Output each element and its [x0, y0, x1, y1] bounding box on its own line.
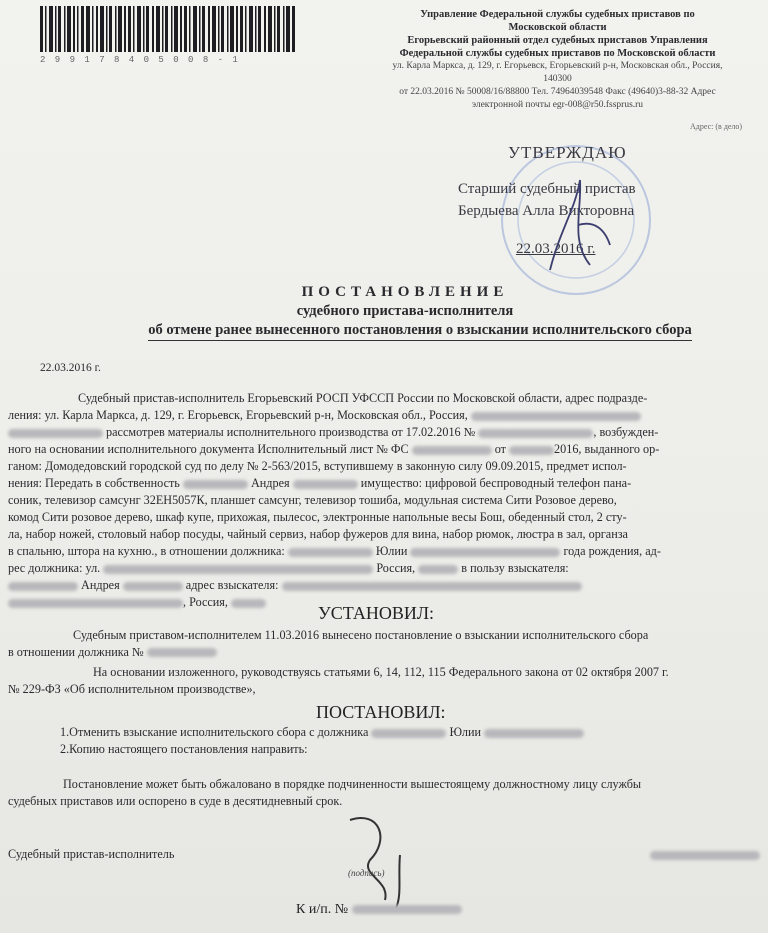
- agency-address: ул. Карла Маркса, д. 129, г. Егорьевск, Егорьевский р-н, Московская обл., Россия,: [392, 61, 723, 71]
- document-date: 22.03.2016 г.: [40, 362, 101, 374]
- body-line: соник, телевизор самсунг 32ЕН5057К, планшет самсунг, телевизор тошиба, модульная система Сити Розовое дерево,: [8, 493, 617, 507]
- title-line: ПОСТАНОВЛЕНИЕ: [301, 284, 509, 300]
- body-line: в спальню, штора на кухню., в отношении должника: Юлии года рождения, ад-: [8, 544, 661, 558]
- agency-header: [355, 8, 760, 112]
- barcode-icon: [40, 6, 295, 52]
- case-number-label: К и/п. №: [296, 902, 462, 918]
- body-line: рассмотрев материалы исполнительного производства от 17.02.2016 № , возбужден-: [8, 424, 758, 441]
- body-line: ла, набор ножей, столовый набор посуды, чайный сервиз, набор фужеров для вина, набор рюмок, люстра в зал, органза: [8, 527, 628, 541]
- body-paragraph: [8, 390, 758, 611]
- title-line: судебного пристава-исполнителя: [296, 303, 514, 319]
- agency-line: Управление Федеральной службы судебных приставов по: [420, 9, 695, 20]
- appeal-paragraph: Постановление может быть обжаловано в порядке подчиненности вышестоящему должностному лицу службы судебных приставов или оспорено в суде в десятидневный срок.: [8, 777, 642, 808]
- barcode-number: 2 9 9 1 7 8 4 0 5 0 0 8 - 1: [40, 55, 240, 65]
- approval-name: Бердыева Алла Викторовна: [458, 203, 635, 219]
- body-line: Андрея адрес взыскателя:: [8, 577, 758, 594]
- resolved-heading: ПОСТАНОВИЛ:: [316, 702, 446, 722]
- body-line: рес должника: ул. Россия, в пользу взыскателя:: [8, 561, 569, 575]
- body-line: комод Сити розовое дерево, шкаф купе, прихожая, пылесос, электронные напольные весы Бош, обеденный стол, 2 сту-: [8, 510, 627, 524]
- agency-line: Федеральной службы судебных приставов по Московской области: [399, 48, 716, 59]
- signature-icon: [330, 800, 440, 910]
- signer-title: Судебный пристав-исполнитель: [8, 847, 175, 861]
- signature-icon: [520, 170, 630, 280]
- document-title: [20, 282, 760, 341]
- agency-line: Егорьевский районный отдел судебных приставов Управления: [407, 35, 708, 46]
- body-line: , Россия,: [8, 594, 758, 611]
- approval-date: 22.03.2016 г.: [516, 241, 596, 257]
- agency-line: Московской области: [508, 22, 607, 33]
- title-line: об отмене ранее вынесенного постановления о взыскании исполнительского сбора: [148, 320, 692, 341]
- approval-position: Старший судебный пристав: [458, 181, 636, 197]
- established-paragraph: Судебным приставом-исполнителем 11.03.2016 вынесено постановление о взыскании исполнительского сбора в отношении должника № На основании изложенного, руководствуясь статьями 6, 14, 112, 115 Федерального закона от 02 октября 2007 г. № 229-ФЗ «Об исполнительном производстве»,: [8, 628, 669, 696]
- agency-address: 140300: [543, 74, 572, 84]
- redacted-name: [650, 851, 760, 860]
- address-note: Адрес: (в дело): [690, 122, 743, 131]
- approval-title: УТВЕРЖДАЮ: [508, 143, 627, 162]
- body-line: Судебный пристав-исполнитель Егорьевский РОСП УФССП России по Московской области, адрес подразде-: [78, 391, 648, 405]
- agency-contact: от 22.03.2016 № 50008/16/88800 Тел. 74964039548 Факс (49640)3-88-32 Адрес: [399, 87, 716, 97]
- resolved-items: 1.Отменить взыскание исполнительского сбора с должника Юлии 2.Копию настоящего постановления направить:: [60, 724, 760, 757]
- body-line: ления: ул. Карла Маркса, д. 129, г. Егорьевск, Егорьевский р-н, Московская обл., Россия,: [8, 407, 758, 424]
- body-line: нения: Передать в собственность Андрея имущество: цифровой беспроводный телефон пана-: [8, 476, 632, 490]
- body-line: ганом: Домодедовский городской суд по делу № 2-563/2015, вступившему в законную силу 09.09.2015, предмет испол-: [8, 459, 627, 473]
- agency-contact: электронной почты egr-008@r50.fssprus.ru: [471, 100, 644, 110]
- body-line: ного на основании исполнительного документа Исполнительный лист № ФС от 2016, выданного ор-: [8, 442, 660, 456]
- established-heading: УСТАНОВИЛ:: [318, 603, 435, 623]
- signature-caption: (подпись): [348, 868, 385, 878]
